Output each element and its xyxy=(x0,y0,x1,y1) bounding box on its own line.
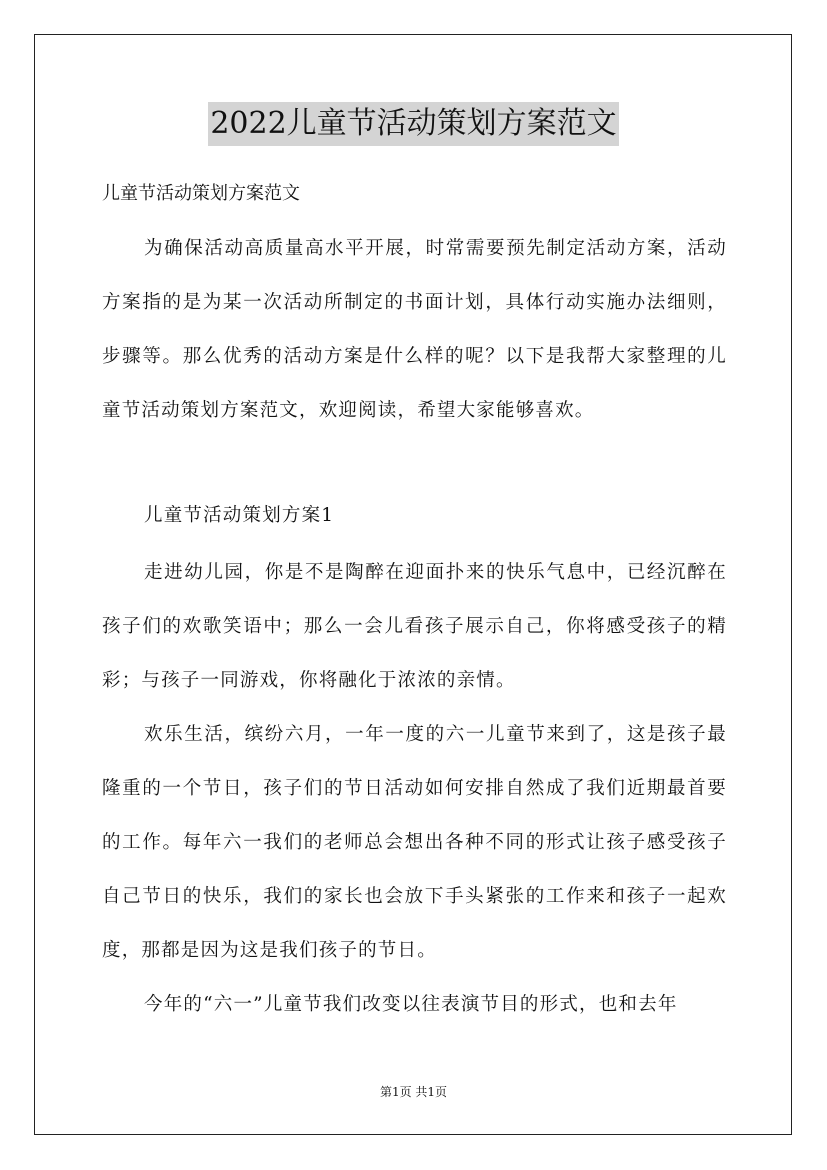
spacer xyxy=(102,438,727,494)
document-body xyxy=(102,172,727,1032)
body-paragraph: 欢乐生活，缤纷六月，一年一度的六一儿童节来到了，这是孩子最隆重的一个节日，孩子们的节日活动如何安排自然成了我们近期最首要的工作。每年六一我们的老师总会想出各种不同的形式让孩子感受孩子自己节日的快乐，我们的家长也会放下手头紧张的工作来和孩子一起欢度，那都是因为这是我们孩子的节日。 xyxy=(102,724,727,961)
body-paragraph: 走进幼儿园，你是不是陶醉在迎面扑来的快乐气息中，已经沉醉在孩子们的欢歌笑语中；那么一会儿看孩子展示自己，你将感受孩子的精彩；与孩子一同游戏，你将融化于浓浓的亲情。 xyxy=(102,562,727,691)
title-container xyxy=(0,102,827,146)
section-heading: 儿童节活动策划方案1 xyxy=(144,505,335,526)
page-number: 第1页 共1页 xyxy=(379,1085,448,1099)
document-title: 2022儿童节活动策划方案范文 xyxy=(208,102,618,146)
page-footer xyxy=(0,1084,827,1100)
intro-paragraph: 为确保活动高质量高水平开展，时常需要预先制定活动方案，活动方案指的是为某一次活动所制定的书面计划，具体行动实施办法细则，步骤等。那么优秀的活动方案是什么样的呢？以下是我帮大家整理的儿童节活动策划方案范文，欢迎阅读，希望大家能够喜欢。 xyxy=(102,238,727,421)
body-paragraph: 今年的“六一”儿童节我们改变以往表演节目的形式，也和去年 xyxy=(144,994,678,1015)
document-subtitle: 儿童节活动策划方案范文 xyxy=(102,183,300,204)
